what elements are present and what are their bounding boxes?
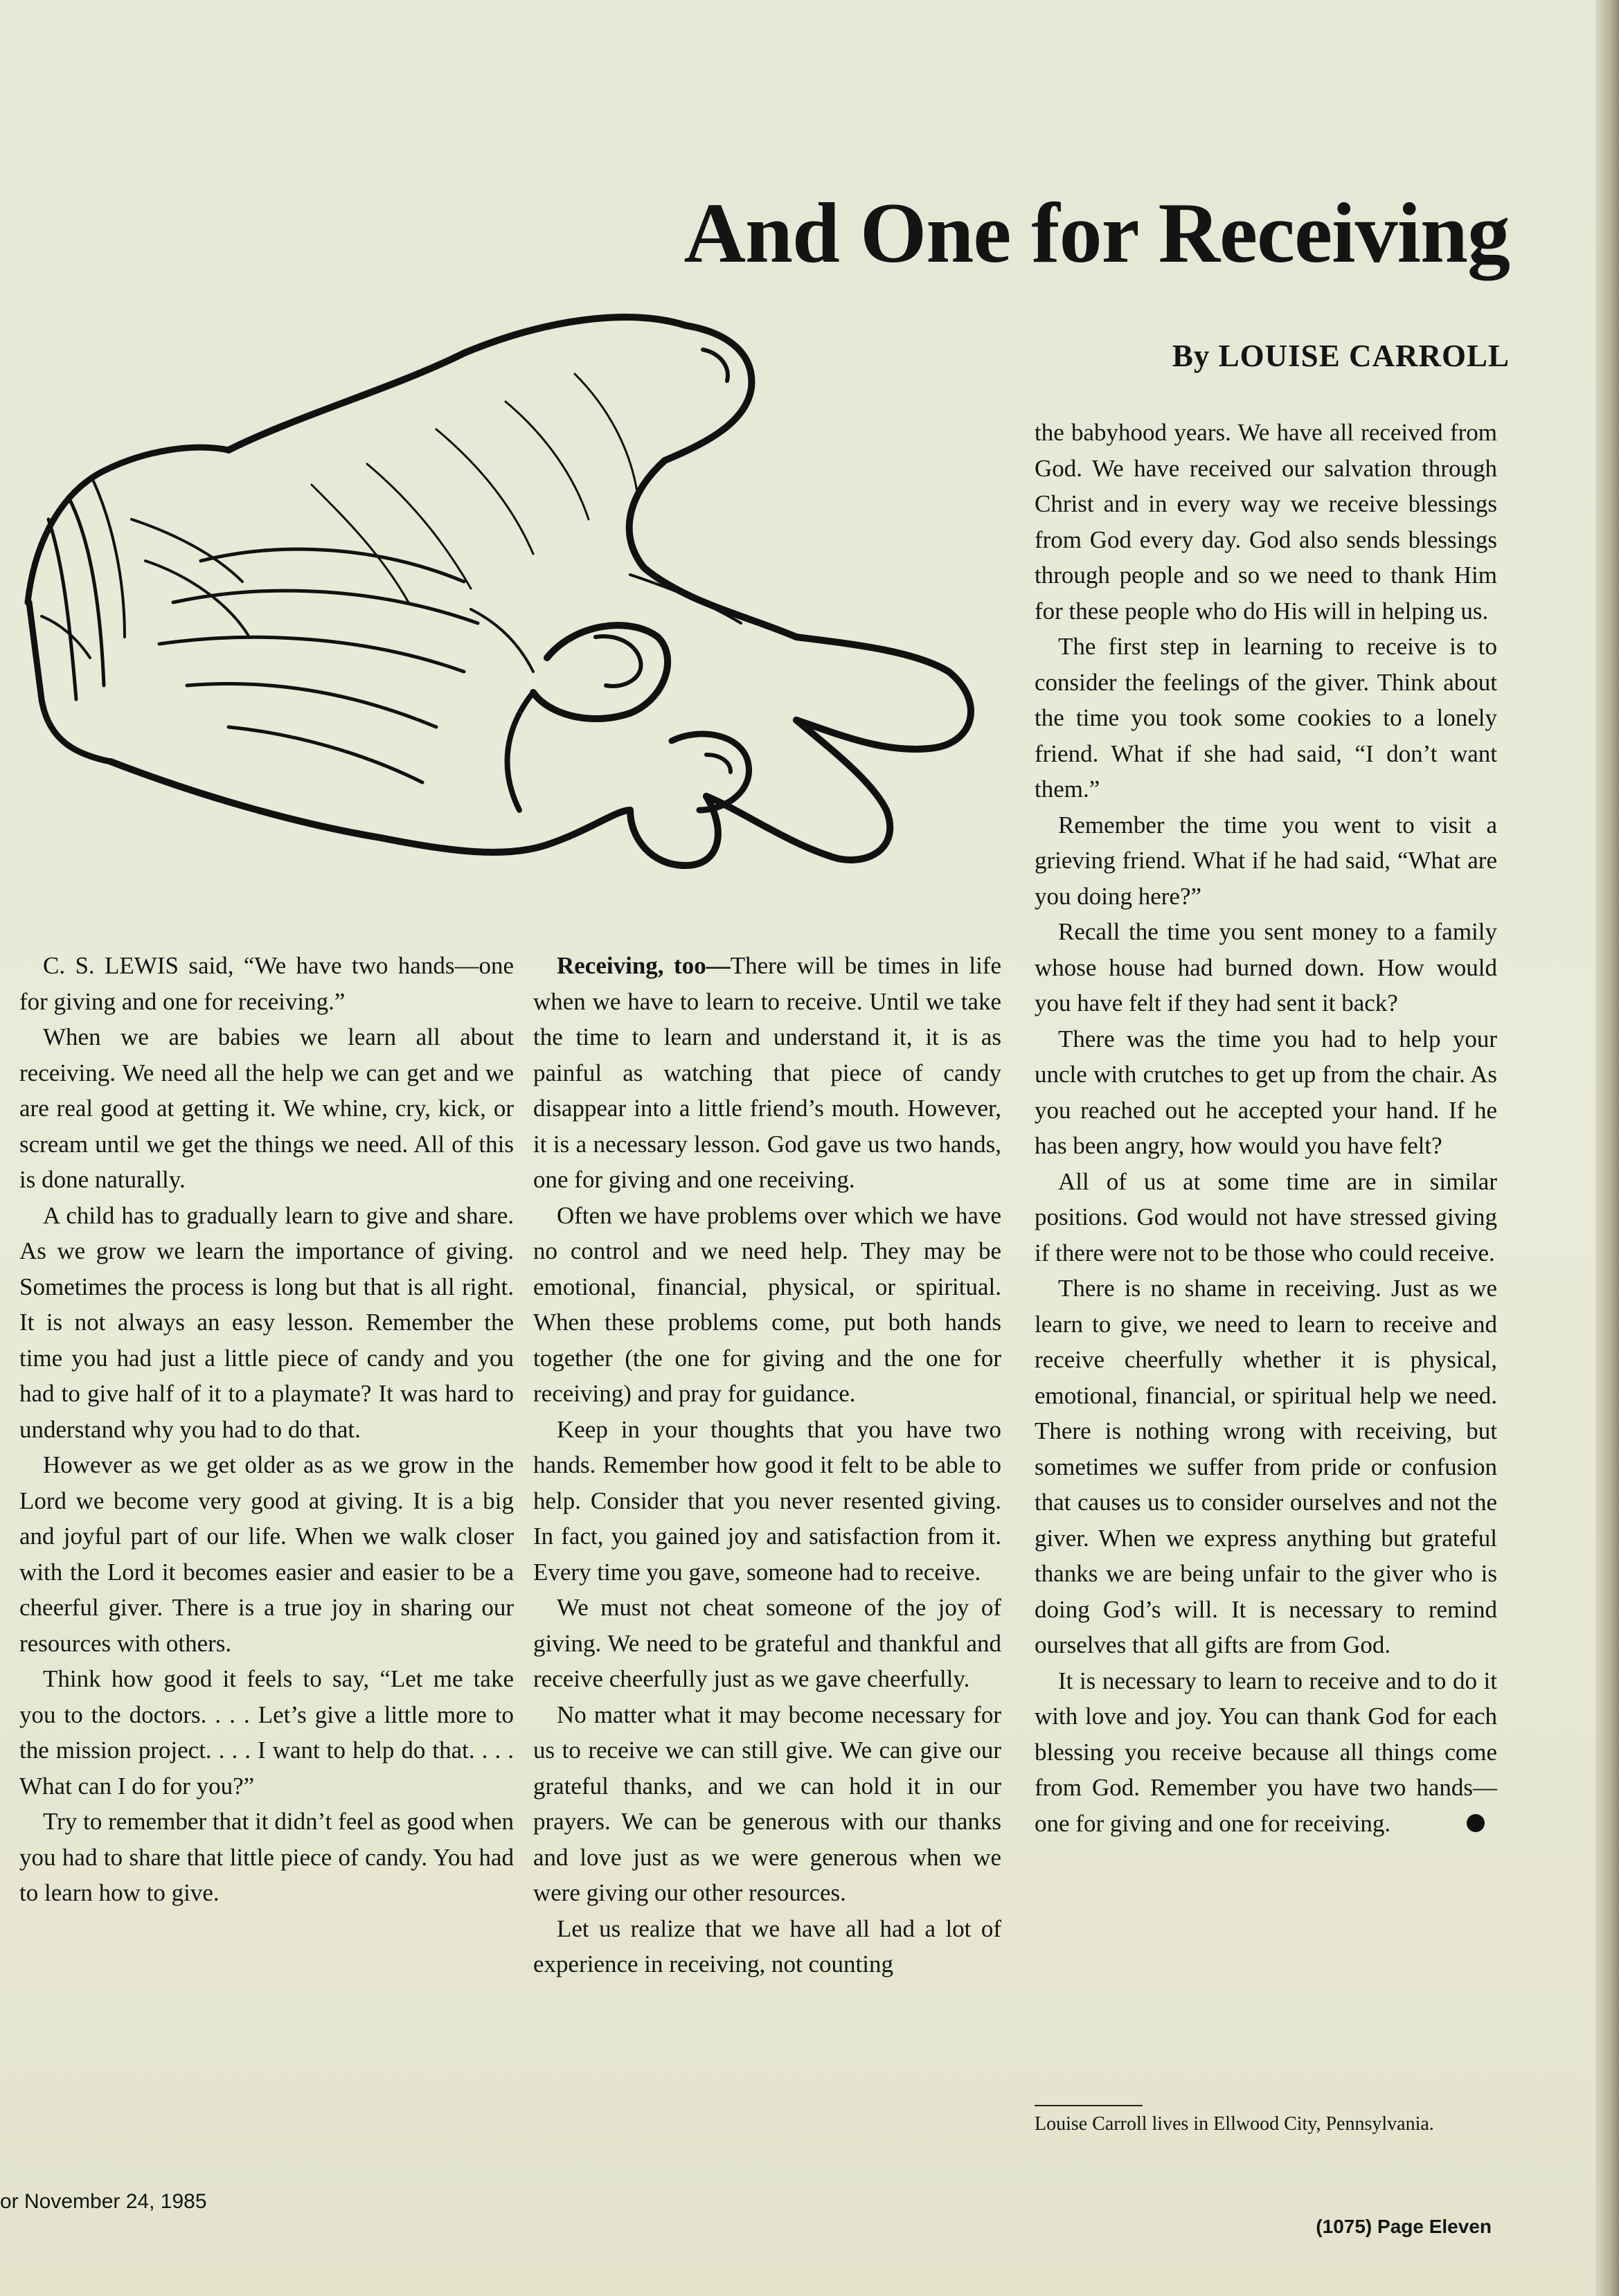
section-subhead: Receiving, too— bbox=[557, 952, 731, 979]
paragraph-text: It is necessary to learn to receive and to do it with love and joy. You can thank God for each blessing you receive because all things come from God. Remember you have two hands—one for giving and one for receiving. bbox=[1035, 1667, 1497, 1837]
paragraph bbox=[1035, 1663, 1497, 1842]
author-bio: Louise Carroll lives in Ellwood City, Pennsylvania. bbox=[1035, 2113, 1434, 2135]
footer-date: or November 24, 1985 bbox=[0, 2190, 207, 2213]
article-column-2 bbox=[533, 948, 1001, 1982]
paragraph bbox=[533, 948, 1001, 1198]
paragraph: Often we have problems over which we have no control and we need help. They may be emotional, financial, physical, or spiritual. When these problems come, put both hands together (the one for giving and the one for receiving) and pray for guidance. bbox=[533, 1201, 1001, 1407]
paragraph: the babyhood years. We have all received from God. We have received our salvation through Christ and in every way we receive blessings from God every day. God also sends blessings through people and so we need to thank Him for these people who do His will in helping us. bbox=[1035, 419, 1497, 625]
paragraph: The first step in learning to receive is to consider the feelings of the giver. Think about the time you took some cookies to a lonely friend. What if she had said, “I don’t want them.” bbox=[1035, 633, 1497, 802]
article-byline: By LOUISE CARROLL bbox=[1172, 339, 1510, 373]
paragraph: There is no shame in receiving. Just as we learn to give, we need to learn to receive and receive cheerfully whether it is physical, emotional, financial, or spiritual help we need. There is nothing wrong with receiving, but sometimes we suffer from pride or confusion that causes us to consider ourselves and not the giver. When we express anything but grateful thanks we are being unfair to the giver who is doing God’s will. It is necessary to remind ourselves that all gifts are from God. bbox=[1035, 1275, 1497, 1658]
bio-divider bbox=[1035, 2105, 1143, 2106]
paragraph: Remember the time you went to visit a grieving friend. What if he had said, “What are you doing here?” bbox=[1035, 811, 1497, 910]
paragraph: C. S. LEWIS said, “We have two hands—one for giving and one for receiving.” bbox=[19, 952, 514, 1015]
footer-page-number: (1075) Page Eleven bbox=[1316, 2216, 1492, 2237]
paragraph: We must not cheat someone of the joy of giving. We need to be grateful and thankful and receive cheerfully just as we gave cheerfully. bbox=[533, 1594, 1001, 1692]
paragraph: A child has to gradually learn to give and share. As we grow we learn the importance of giving. Sometimes the process is long but that is all right. It is not always an easy lesson. Remember the time you had just a little piece of candy and you had to give half of it to a playmate? It was hard to understand why you had to do that. bbox=[19, 1201, 514, 1443]
open-hand-illustration bbox=[21, 312, 1004, 935]
article-title: And One for Receiving bbox=[683, 186, 1510, 280]
paragraph: Let us realize that we have all had a lot of experience in receiving, not counting bbox=[533, 1914, 1001, 1977]
paragraph: However as we get older as as we grow in the Lord we become very good at giving. It is a big and joyful part of our life. When we walk closer with the Lord it becomes easier and easier to be a cheerful giver. There is a true joy in sharing our resources with others. bbox=[19, 1451, 514, 1657]
paragraph: When we are babies we learn all about receiving. We need all the help we can get and we are real good at getting it. We whine, cry, kick, or scream until we get the things we need. All of this is done naturally. bbox=[19, 1023, 514, 1193]
end-mark-icon bbox=[1467, 1814, 1485, 1832]
page-edge bbox=[1595, 0, 1619, 2296]
paragraph: Recall the time you sent money to a family whose house had burned down. How would you have felt if they had sent it back? bbox=[1035, 918, 1497, 1016]
paragraph-text: There will be times in life when we have to learn to receive. Until we take the time to learn and understand it, it is as painful as watching that piece of candy disappear into a little friend’s mouth. However, it is a necessary lesson. God gave us two hands, one for giving and one receiving. bbox=[533, 952, 1001, 1193]
paragraph: Keep in your thoughts that you have two hands. Remember how good it felt to be able to help. Consider that you never resented giving. In fact, you gained joy and satisfaction from it. Every time you gave, someone had to receive. bbox=[533, 1415, 1001, 1586]
paragraph: All of us at some time are in similar positions. God would not have stressed giving if there were not to be those who could receive. bbox=[1035, 1167, 1497, 1266]
article-column-3 bbox=[1035, 415, 1497, 1841]
paragraph: Try to remember that it didn’t feel as good when you had to share that little piece of candy. You had to learn how to give. bbox=[19, 1808, 514, 1906]
paragraph: No matter what it may become necessary for us to receive we can still give. We can give our grateful thanks, and we can hold it in our prayers. We can be generous with our thanks and love just as we were generous when we were giving our other resources. bbox=[533, 1701, 1001, 1906]
paragraph: Think how good it feels to say, “Let me take you to the doctors. . . . Let’s give a little more to the mission project. . . . I want to help do that. . . . What can I do for you?” bbox=[19, 1665, 514, 1800]
article-column-1 bbox=[19, 948, 514, 1911]
paragraph: There was the time you had to help your uncle with crutches to get up from the chair. As you reached out he accepted your hand. If he has been angry, how would you have felt? bbox=[1035, 1025, 1497, 1159]
